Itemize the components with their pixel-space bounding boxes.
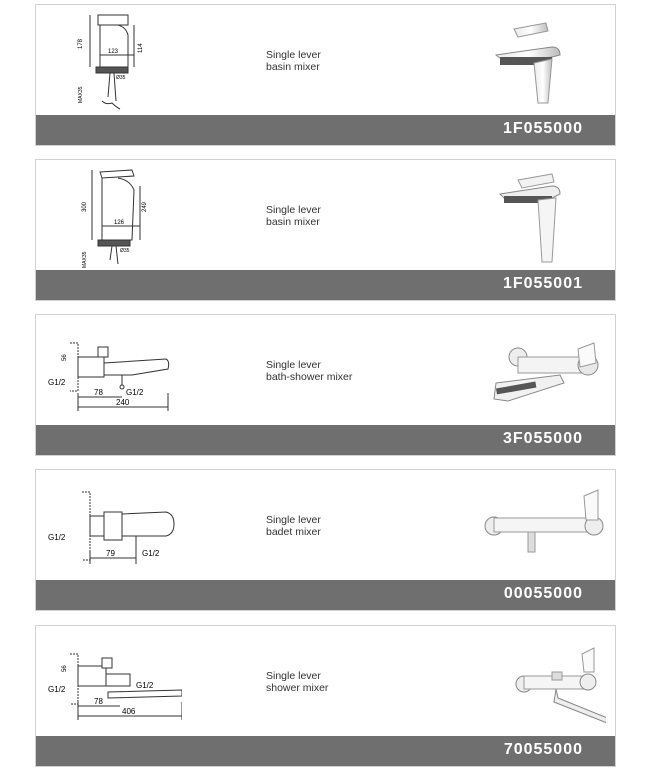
product-description	[266, 49, 321, 73]
product-code: 3F055000	[502, 430, 583, 447]
product-code: 1F055001	[502, 275, 583, 292]
product-card	[35, 314, 616, 456]
dim-c: G1/2	[136, 681, 154, 690]
product-code: 70055000	[503, 741, 583, 758]
technical-drawing-basin-mixer	[42, 9, 182, 115]
description-line-1: Single lever	[266, 204, 321, 216]
product-code-bar	[36, 115, 615, 145]
faucet-photo	[456, 632, 606, 734]
product-code: 00055000	[503, 585, 583, 602]
faucet-photo	[456, 166, 606, 268]
faucet-photo	[456, 476, 606, 578]
dim-a: G1/2	[48, 533, 66, 542]
dim-c: 114	[138, 43, 144, 53]
product-card	[35, 625, 616, 767]
product-code-bar	[36, 736, 615, 766]
description-line-2: shower mixer	[266, 682, 329, 694]
dim-d: 406	[122, 707, 136, 716]
product-description	[266, 204, 321, 228]
dim-e: 56	[62, 665, 68, 672]
dim-c: 249	[142, 201, 148, 212]
description-line-2: badet mixer	[266, 526, 321, 538]
technical-drawing-badet-mixer	[42, 474, 182, 580]
dim-a: G1/2	[48, 685, 66, 694]
description-line-1: Single lever	[266, 359, 321, 371]
faucet-photo	[456, 321, 606, 423]
product-code: 1F055000	[502, 120, 583, 137]
product-card-body	[36, 470, 615, 582]
dim-c: G1/2	[142, 549, 160, 558]
dim-c: G1/2	[126, 388, 144, 397]
product-card-body	[36, 626, 615, 738]
dim-d: 240	[116, 398, 130, 407]
product-code-bar	[36, 270, 615, 300]
product-code-bar	[36, 425, 615, 455]
product-card-body	[36, 315, 615, 427]
dim-d: MAX35	[82, 251, 88, 268]
dim-d: MAX35	[78, 86, 84, 103]
product-description	[266, 359, 352, 383]
product-description	[266, 670, 328, 694]
product-description	[266, 514, 321, 538]
dim-e: 56	[62, 354, 68, 361]
dim-b: 78	[94, 697, 103, 706]
dim-b: 79	[106, 549, 115, 558]
dim-a: 300	[82, 201, 88, 212]
product-card	[35, 4, 616, 146]
product-code-bar	[36, 580, 615, 610]
dim-b: 78	[94, 388, 103, 397]
description-line-1: Single lever	[266, 49, 321, 61]
dim-b: 123	[108, 49, 119, 55]
dim-a: G1/2	[48, 378, 66, 387]
technical-drawing-basin-mixer	[42, 164, 182, 270]
faucet-photo	[456, 11, 606, 113]
dim-b: 126	[114, 220, 125, 226]
description-line-1: Single lever	[266, 670, 321, 682]
dim-e: Ø35	[120, 248, 130, 254]
dim-e: Ø35	[116, 75, 126, 81]
product-card	[35, 159, 616, 301]
description-line-2: basin mixer	[266, 61, 320, 73]
dim-a: 178	[78, 38, 84, 49]
description-line-2: basin mixer	[266, 216, 320, 228]
technical-drawing-bath-shower-mixer	[42, 319, 182, 425]
technical-drawing-shower-mixer	[42, 630, 182, 736]
description-line-1: Single lever	[266, 514, 321, 526]
product-card-body	[36, 160, 615, 272]
description-line-2: bath-shower mixer	[266, 371, 353, 383]
product-card	[35, 469, 616, 611]
product-card-body	[36, 5, 615, 117]
